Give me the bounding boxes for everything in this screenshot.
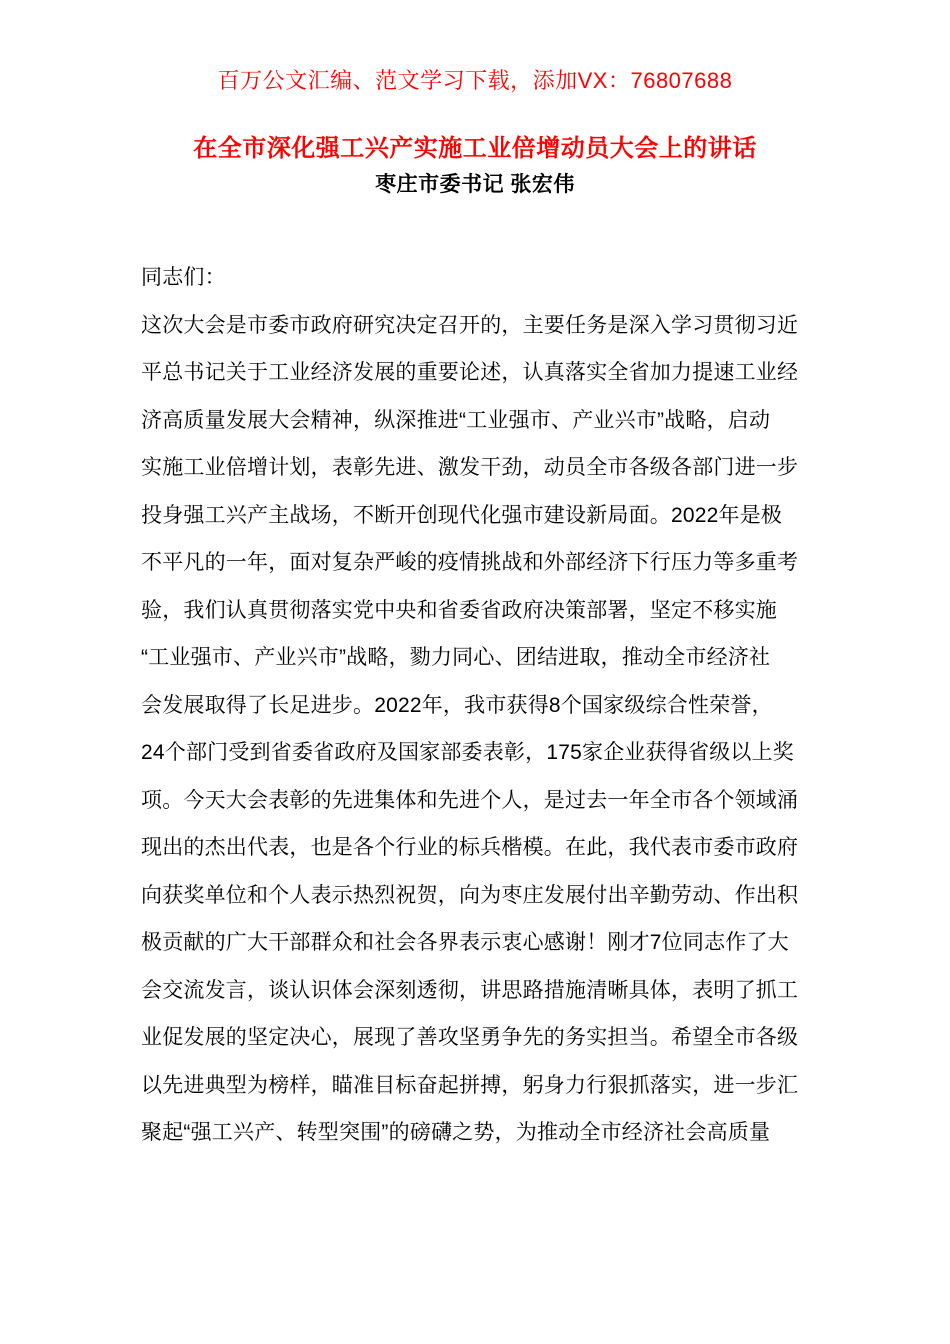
body-line: 会交流发言，谈认识体会深刻透彻，讲思路措施清晰具体，表明了抓工 — [141, 978, 799, 1002]
body-line: 不平凡的一年，面对复杂严峻的疫情挑战和外部经济下行压力等多重考 — [141, 551, 799, 574]
body-line: 向获奖单位和个人表示热烈祝贺，向为枣庄发展付出辛勤劳动、作出积 — [141, 883, 799, 907]
body-line: 会发展取得了长足进步。2022年，我市获得8个国家级综合性荣誉， — [141, 693, 773, 717]
body-line: 平总书记关于工业经济发展的重要论述，认真落实全省加力提速工业经 — [141, 361, 799, 384]
body-line: 24个部门受到省委省政府及国家部委表彰，175家企业获得省级以上奖 — [141, 741, 794, 764]
body-line: 项。今天大会表彰的先进集体和先进个人，是过去一年全市各个领域涌 — [141, 788, 799, 812]
body-line: “工业强市、产业兴市”战略，勠力同心、团结进取，推动全市经济社 — [141, 646, 771, 669]
body-line: 聚起“强工兴产、转型突围”的磅礴之势，为推动全市经济社会高质量 — [141, 1121, 771, 1144]
body-line: 投身强工兴产主战场，不断开创现代化强市建设新局面。2022年是极 — [141, 503, 783, 527]
document-byline: 枣庄市委书记 张宏伟 — [375, 173, 575, 196]
body-line: 济高质量发展大会精神，纵深推进“工业强市、产业兴市”战略，启动 — [141, 408, 771, 432]
promo-banner-text: 百万公文汇编、范文学习下载，添加VX：76807688 — [217, 68, 733, 93]
document-body — [141, 254, 810, 1157]
body-line: 以先进典型为榜样，瞄准目标奋起拼搏，躬身力行狠抓落实，进一步汇 — [141, 1073, 799, 1097]
salutation-line: 同志们： — [141, 266, 226, 289]
body-line: 这次大会是市委市政府研究决定召开的，主要任务是深入学习贯彻习近 — [141, 313, 799, 337]
body-line: 验，我们认真贯彻落实党中央和省委省政府决策部署，坚定不移实施 — [141, 598, 777, 622]
body-line: 极贡献的广大干部群众和社会各界表示衷心感谢！刚才7位同志作了大 — [141, 931, 789, 954]
body-line: 实施工业倍增计划，表彰先进、激发干劲，动员全市各级各部门进一步 — [141, 456, 799, 479]
body-line: 业促发展的坚定决心，展现了善攻坚勇争先的务实担当。希望全市各级 — [141, 1026, 799, 1049]
body-line: 现出的杰出代表，也是各个行业的标兵楷模。在此，我代表市委市政府 — [141, 836, 799, 859]
document-title: 在全市深化强工兴产实施工业倍增动员大会上的讲话 — [193, 135, 757, 162]
